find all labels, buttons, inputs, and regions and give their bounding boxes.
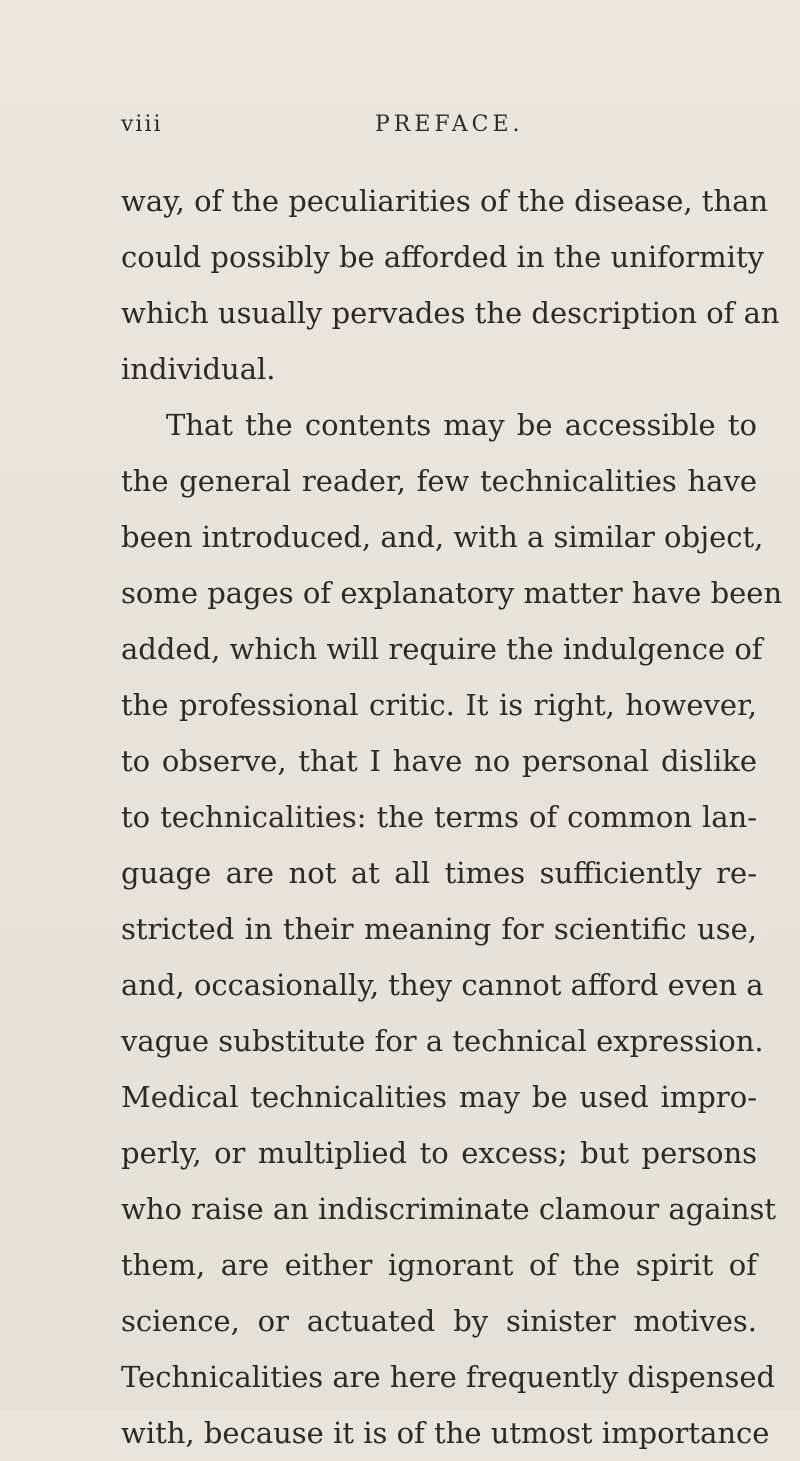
text-line: Technicalities are here frequently dispensed xyxy=(121,1360,776,1394)
text-line: which usually pervades the description of an xyxy=(121,296,780,330)
text-line: and, occasionally, they cannot afford even a xyxy=(121,968,764,1002)
page-number: viii xyxy=(121,112,163,137)
body-text xyxy=(121,173,783,1461)
text-line: been introduced, and, with a similar object, xyxy=(121,520,764,554)
text-line: stricted in their meaning for scientific use, xyxy=(121,912,757,946)
text-line: to observe, that I have no personal dislike xyxy=(121,744,757,778)
text-line: science, or actuated by sinister motives. xyxy=(121,1304,757,1338)
text-line: who raise an indiscriminate clamour against xyxy=(121,1192,777,1226)
text-line: perly, or multiplied to excess; but persons xyxy=(121,1136,757,1170)
running-head: PREFACE. xyxy=(375,112,524,137)
text-line: them, are either ignorant of the spirit of xyxy=(121,1248,757,1282)
text-line: some pages of explanatory matter have been xyxy=(121,576,783,610)
text-line: with, because it is of the utmost importance xyxy=(121,1416,770,1450)
text-line: the professional critic. It is right, however, xyxy=(121,688,757,722)
text-line: Medical technicalities may be used impro- xyxy=(121,1080,757,1114)
text-line: the general reader, few technicalities have xyxy=(121,464,757,498)
text-line: way, of the peculiarities of the disease, than xyxy=(121,184,769,218)
text-line: That the contents may be accessible to xyxy=(166,408,757,442)
text-line: individual. xyxy=(121,352,276,386)
text-line: could possibly be afforded in the uniformity xyxy=(121,240,764,274)
text-line: to technicalities: the terms of common lan- xyxy=(121,800,757,834)
text-line: vague substitute for a technical expression. xyxy=(121,1024,764,1058)
text-line: added, which will require the indulgence of xyxy=(121,632,763,666)
text-line: guage are not at all times sufficiently re- xyxy=(121,856,757,890)
